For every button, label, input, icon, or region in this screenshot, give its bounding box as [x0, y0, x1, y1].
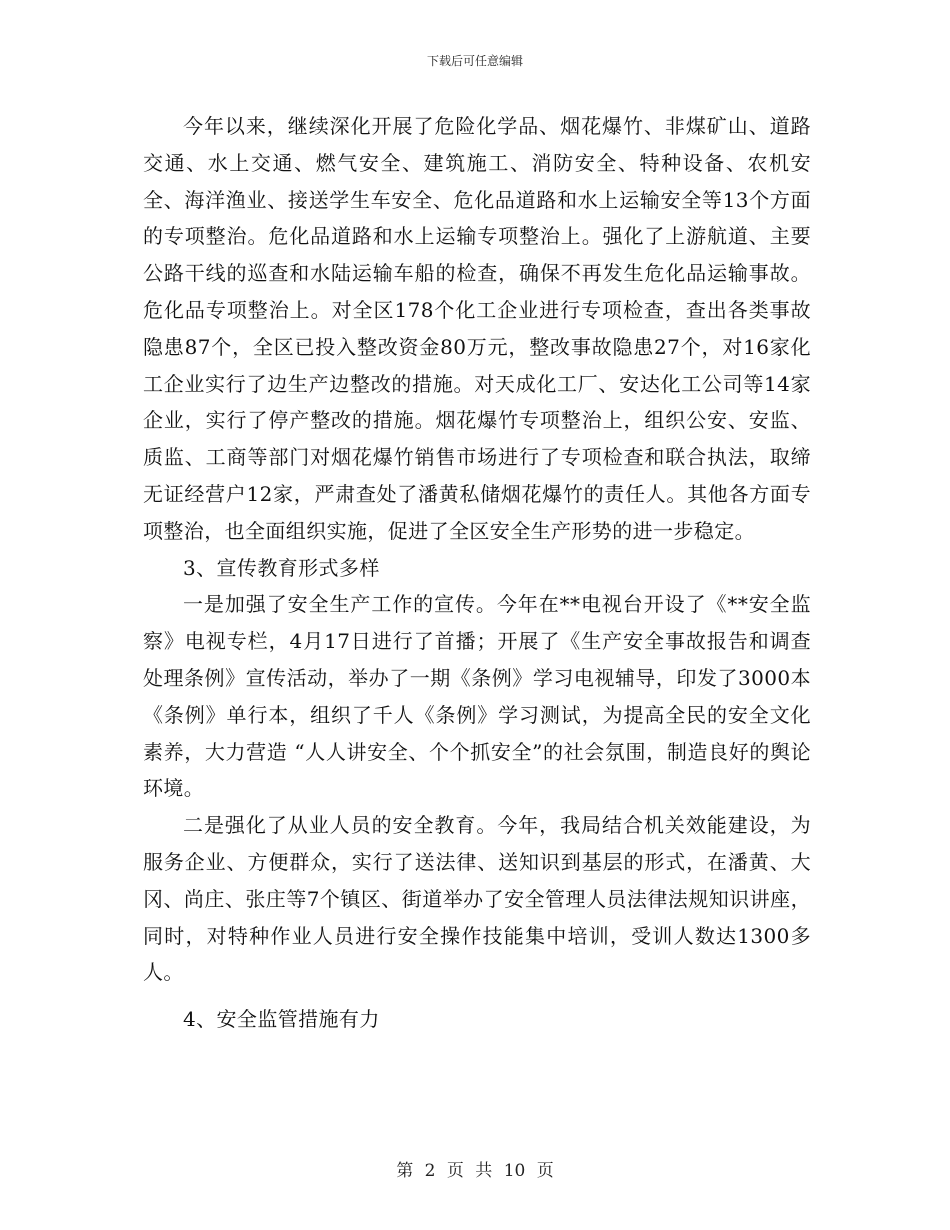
paragraph-publicity: 一是加强了安全生产工作的宣传。今年在**电视台开设了《**安全监察》电视专栏，4月17日进行了首播；开展了《生产安全事故报告和调查处理条例》宣传活动，举办了一期《条例》学习电视辅导，印发了3000本《条例》单行本，组织了千人《条例》学习测试，为提高全民的安全文化素养，大力营造 “人人讲安全、个个抓安全”的社会氛围，制造良好的舆论环境。: [143, 592, 811, 801]
document-body: [143, 108, 811, 1038]
section-heading-publicity: 3、宣传教育形式多样: [183, 555, 380, 580]
paragraph-staff-education: 二是强化了从业人员的安全教育。今年，我局结合机关效能建设，为服务企业、方便群众，实行了送法律、送知识到基层的形式，在潘黄、大冈、尚庄、张庄等7个镇区、街道举办了安全管理人员法律法规知识讲座，同时，对特种作业人员进行安全操作技能集中培训，受训人数达1300多人。: [143, 813, 811, 985]
page-number: 第 2 页 共 10 页: [396, 1161, 554, 1181]
section-heading-supervision: 4、安全监管措施有力: [183, 1007, 380, 1032]
paragraph-special-rectification: 今年以来，继续深化开展了危险化学品、烟花爆竹、非煤矿山、道路交通、水上交通、燃气安全、建筑施工、消防安全、特种设备、农机安全、海洋渔业、接送学生车安全、危化品道路和水上运输安全等13个方面的专项整治。危化品道路和水上运输专项整治上。强化了上游航道、主要公路干线的巡查和水陆运输车船的检查，确保不再发生危化品运输事故。危化品专项整治上。对全区178个化工企业进行专项检查，查出各类事故隐患87个，全区已投入整改资金80万元，整改事故隐患27个，对16家化工企业实行了边生产边整改的措施。对天成化工厂、安达化工公司等14家企业，实行了停产整改的措施。烟花爆竹专项整治上，组织公安、安监、质监、工商等部门对烟花爆竹销售市场进行了专项检查和联合执法，取缔无证经营户12家，严肃查处了潘黄私储烟花爆竹的责任人。其他各方面专项整治，也全面组织实施，促进了全区安全生产形势的进一步稳定。: [143, 114, 811, 543]
page-header: 下载后可任意编辑: [426, 54, 523, 68]
